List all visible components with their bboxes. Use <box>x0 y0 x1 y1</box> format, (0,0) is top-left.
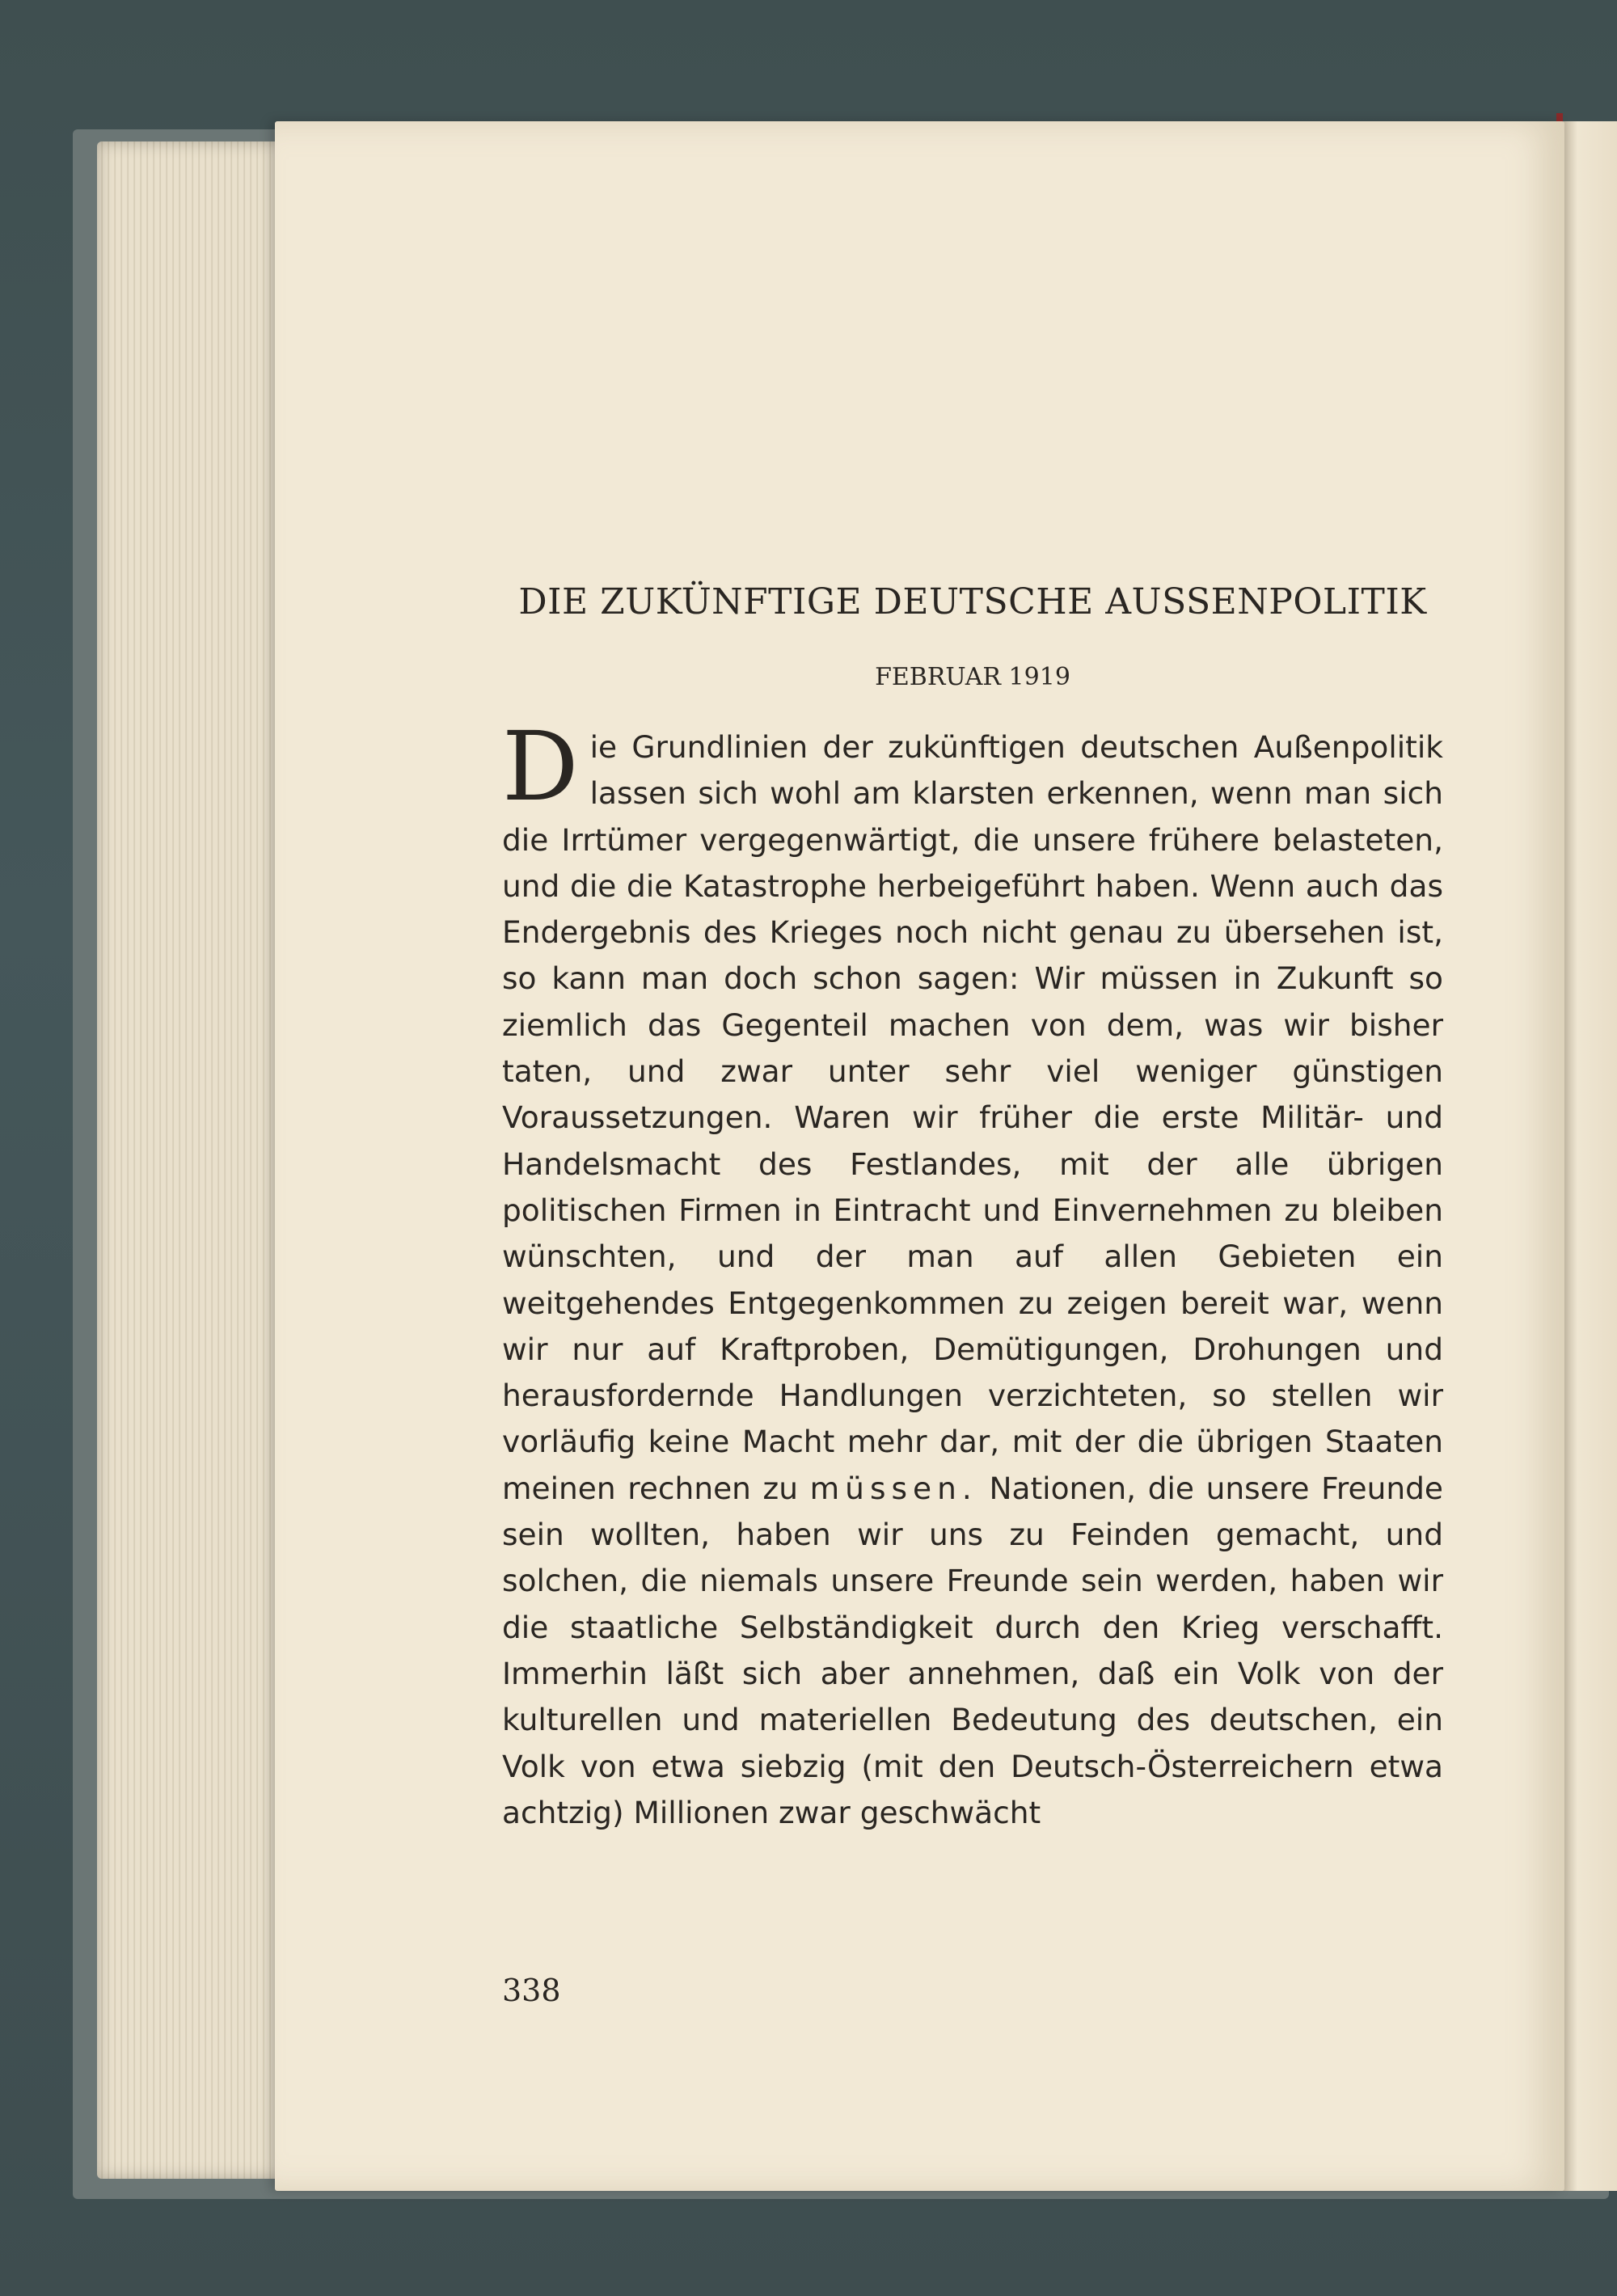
chapter-title: DIE ZUKÜNFTIGE DEUTSCHE AUSSENPOLITIK <box>518 581 1427 623</box>
page-content <box>502 574 1443 1836</box>
facing-page-edge <box>1560 121 1617 2191</box>
emphasized-word: müssen. <box>809 1470 977 1506</box>
page-number: 338 <box>502 1973 561 2008</box>
drop-cap: D <box>502 711 579 822</box>
body-paragraph <box>502 711 1443 1836</box>
page-edges <box>97 141 283 2179</box>
body-text-part-2: Nationen, die unsere Freunde sein wollten, haben wir uns zu Feinden gemacht, und solchen, die niemals unsere Freunde sein werden, haben wir die staatliche Selbständigkeit durch den Krieg verschafft. Immerhin läßt sich aber annehmen, daß ein Volk von der kulturellen und materiellen Bedeutung des deutschen, ein Volk von etwa siebzig (mit den Deutsch-Österreichern etwa achtzig) Millionen zwar geschwächt <box>502 1470 1443 1830</box>
chapter-date: FEBRUAR 1919 <box>875 663 1070 691</box>
body-text-part-1: ie Grundlinien der zukünftigen deutschen Außenpolitik lassen sich wohl am klarsten erkennen, wenn man sich die Irrtümer vergegenwärtigt, die unsere frühere belasteten, und die die Katastrophe herbeigeführt haben. Wenn auch das Endergebnis des Krieges noch nicht genau zu übersehen ist, so kann man doch schon sagen: Wir müssen in Zukunft so ziemlich das Gegenteil machen von dem, was wir bisher taten, und zwar unter sehr viel weniger günstigen Voraussetzungen. Waren wir früher die erste Militär- und Handelsmacht des Festlandes, mit der alle übrigen politischen Firmen in Eintracht und Einvernehmen zu bleiben wünschten, und der man auf allen Gebieten ein weitgehendes Entgegenkommen zu zeigen bereit war, wenn wir nur auf Kraftproben, Demütigungen, Drohungen und herausfordernde Handlungen verzichteten, so stellen wir vorläufig keine Macht mehr dar, mit der die übrigen Staaten meinen rechnen zu <box>502 729 1443 1506</box>
